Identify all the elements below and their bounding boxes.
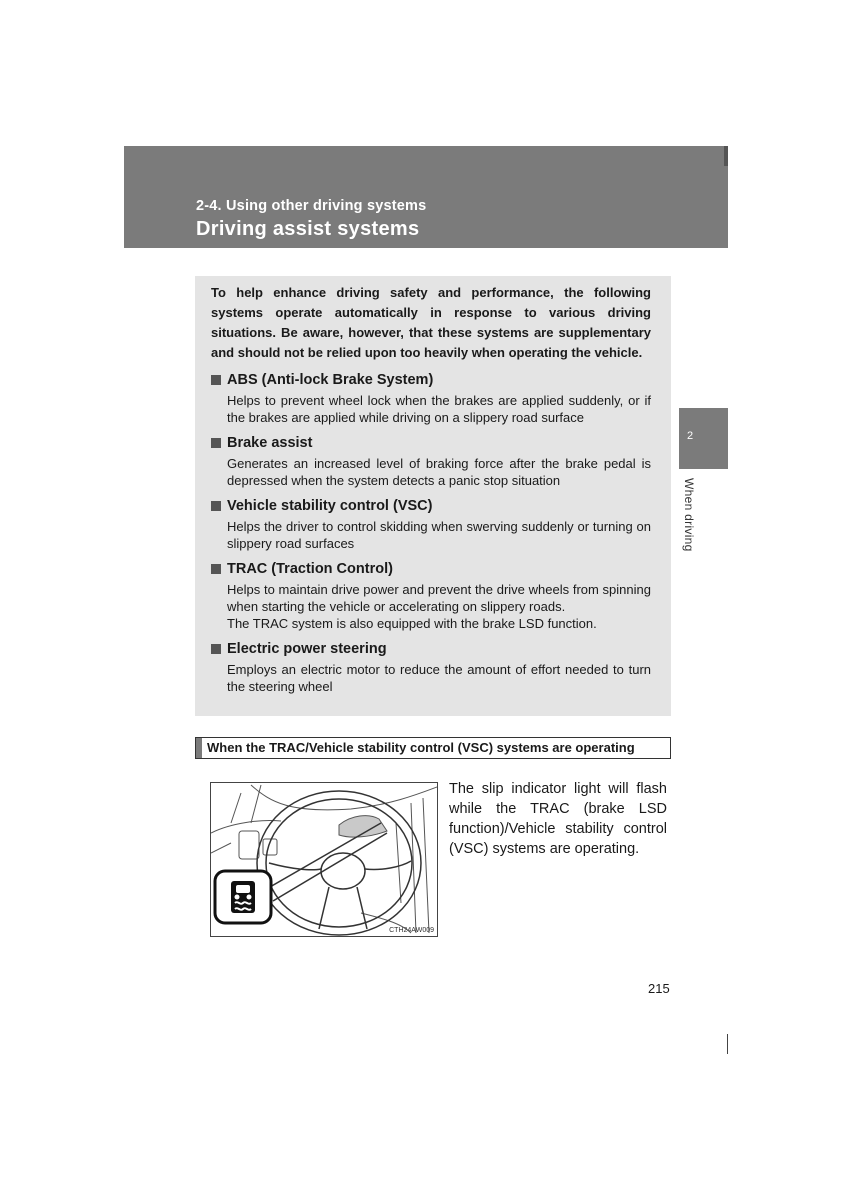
square-bullet-icon	[211, 644, 221, 654]
item-body-brake-assist	[227, 455, 651, 489]
square-bullet-icon	[211, 375, 221, 385]
subsection-heading-bar	[196, 738, 202, 758]
item-text: Helps the driver to control skidding when swerving suddenly or turning on slippery road surfaces	[227, 519, 651, 551]
item-heading-abs	[211, 370, 651, 390]
subsection-title: When the TRAC/Vehicle stability control (VSC) systems are operating	[207, 740, 635, 755]
page-number: 215	[648, 981, 670, 996]
item-text: The TRAC system is also equipped with the brake LSD function.	[227, 616, 597, 631]
square-bullet-icon	[211, 501, 221, 511]
chapter-tab-label: When driving	[682, 478, 696, 552]
item-text: Employs an electric motor to reduce the amount of effort needed to turn the steering wheel	[227, 662, 651, 694]
item-text: Helps to maintain drive power and prevent the drive wheels from spinning when starting the vehicle or accelerating on slippery roads.	[227, 582, 651, 614]
item-title: Brake assist	[227, 435, 313, 451]
section-label: 2-4. Using other driving systems	[196, 198, 427, 214]
item-heading-brake-assist	[211, 433, 651, 453]
item-body-trac	[227, 581, 651, 632]
square-bullet-icon	[211, 438, 221, 448]
item-title: Vehicle stability control (VSC)	[227, 498, 433, 514]
item-title: TRAC (Traction Control)	[227, 561, 393, 577]
item-heading-eps	[211, 639, 651, 659]
intro-text: To help enhance driving safety and performance, the following systems operate automatically in response to various driving situations. Be aware, however, that these systems are supplementary and should not be relied upon too heavily when operating the vehicle.	[211, 285, 651, 360]
item-body-abs	[227, 392, 651, 426]
item-text: Helps to prevent wheel lock when the brakes are applied suddenly, or if the brakes are applied while driving on a slippery road surface	[227, 393, 651, 425]
item-body-eps	[227, 661, 651, 695]
summary-box	[195, 276, 671, 716]
chapter-tab-number: 2	[687, 430, 694, 442]
item-text: Generates an increased level of braking force after the brake pedal is depressed when the system detects a panic stop situation	[227, 456, 651, 488]
subsection-heading	[195, 737, 671, 759]
item-title: ABS (Anti-lock Brake System)	[227, 372, 434, 388]
dashboard-illustration	[210, 782, 438, 937]
slip-indicator-icon	[231, 881, 255, 913]
page-title: Driving assist systems	[196, 218, 420, 240]
steering-wheel-drawing	[211, 783, 437, 936]
header-corner-mark	[724, 146, 728, 166]
indicator-description: The slip indicator light will flash while the TRAC (brake LSD function)/Vehicle stability control (VSC) systems are operating.	[449, 781, 667, 857]
corner-mark	[727, 1034, 728, 1054]
square-bullet-icon	[211, 564, 221, 574]
item-heading-vsc	[211, 496, 651, 516]
item-title: Electric power steering	[227, 641, 387, 657]
item-body-vsc	[227, 518, 651, 552]
item-heading-trac	[211, 559, 651, 579]
figure-code: CTH24AW009	[389, 927, 434, 934]
